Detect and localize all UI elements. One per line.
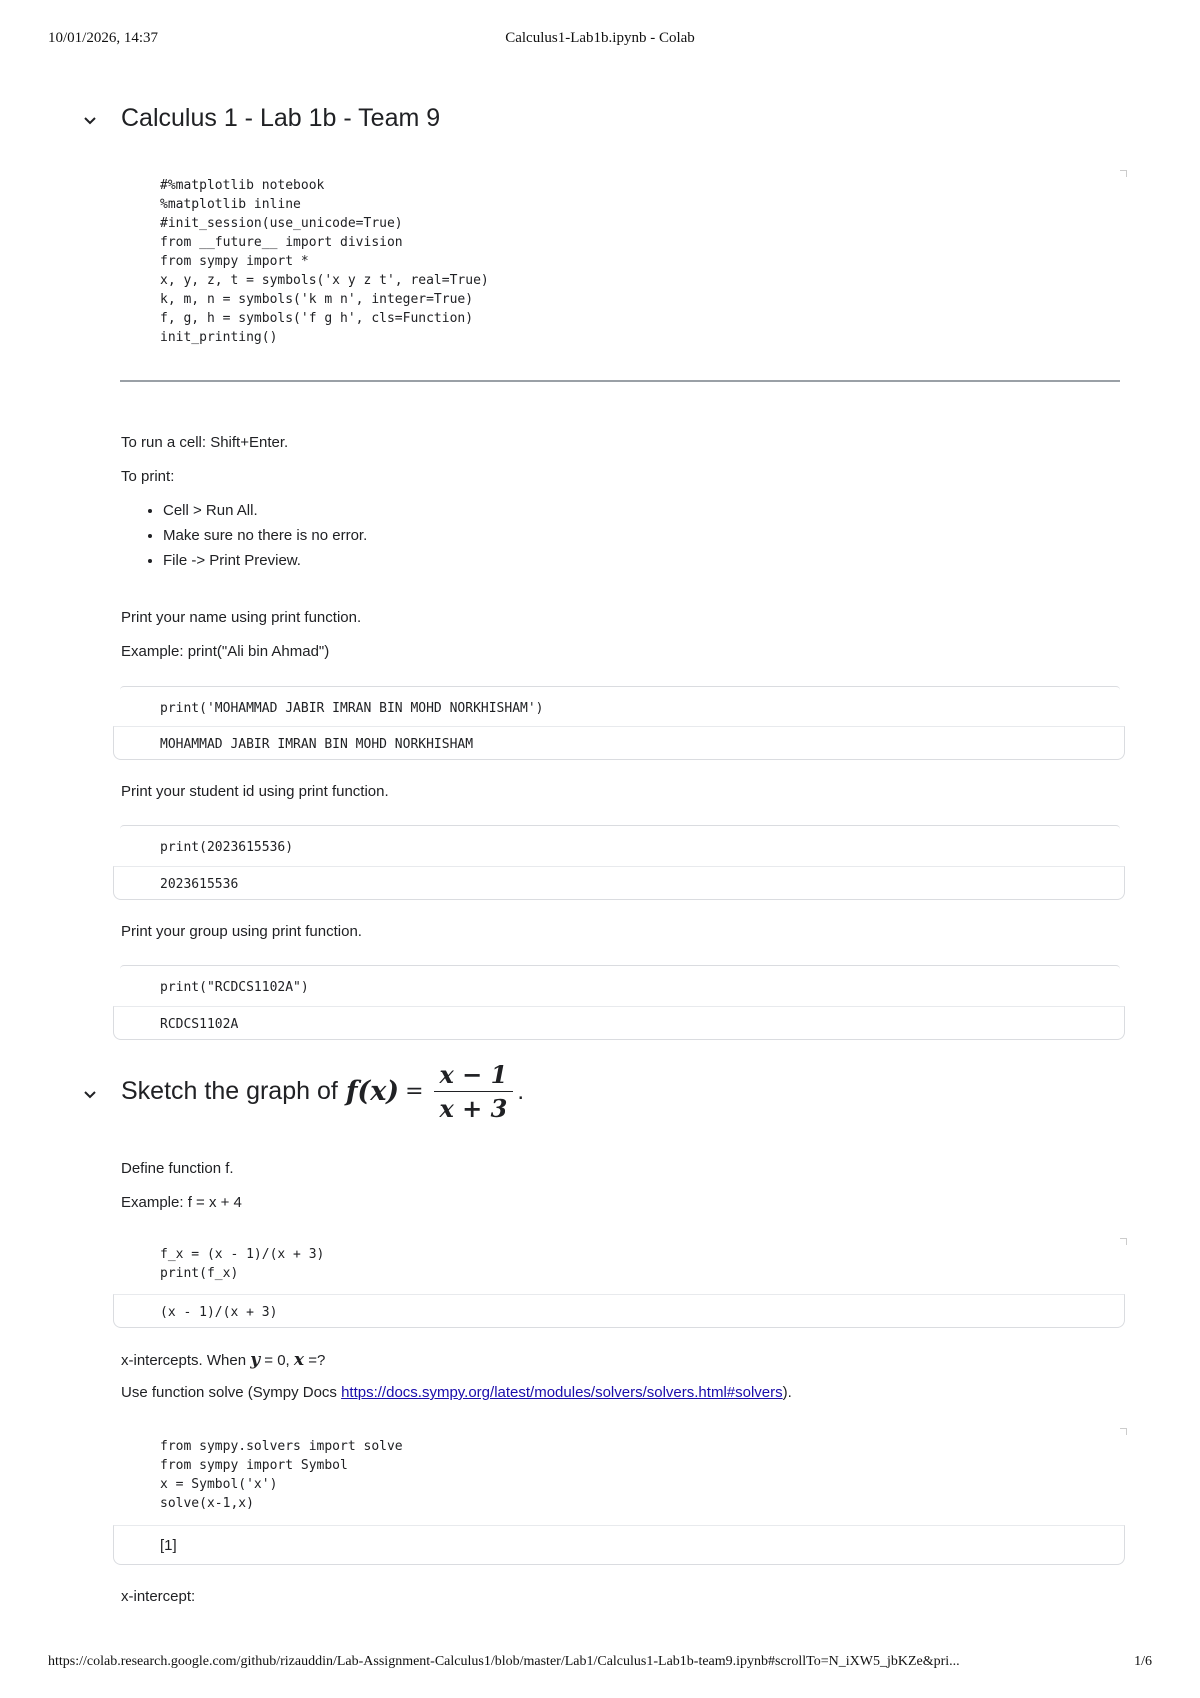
period: . <box>517 1077 525 1105</box>
student-id-output <box>113 866 1125 900</box>
group-code[interactable]: print("RCDCS1102A") <box>160 980 309 995</box>
group-instruction: Print your group using print function. <box>121 923 362 940</box>
name-instruction: Print your name using print function. <box>121 609 362 626</box>
x-intercept-label: x-intercept: <box>121 1588 196 1605</box>
name-output-text: MOHAMMAD JABIR IMRAN BIN MOHD NORKHISHAM <box>160 737 474 752</box>
x-variable: x <box>293 1350 305 1370</box>
list-item: • Cell > Run All. <box>163 502 367 519</box>
solve-code[interactable]: from sympy.solvers import solve from sympy import Symbol x = Symbol('x') solve(x-1,x) <box>160 1439 403 1511</box>
print-url: https://colab.research.google.com/github/rizauddin/Lab-Assignment-Calculus1/blob/master/Lab1/Calculus1-Lab1b-team9.ipynb#scrollTo=N_iXW5_jbKZe&pri... <box>48 1654 960 1669</box>
student-id-code-cell[interactable] <box>120 825 1120 857</box>
group-code-cell[interactable] <box>120 965 1120 997</box>
x-intercepts-suffix: =? <box>308 1352 326 1369</box>
section-title-sketch-graph <box>121 1060 524 1123</box>
group-output <box>113 1006 1125 1040</box>
setup-code-cell[interactable] <box>120 176 1120 347</box>
solve-output-text: [1] <box>160 1537 177 1554</box>
y-variable: y <box>250 1350 261 1370</box>
horizontal-divider <box>120 380 1120 382</box>
group-output-text: RCDCS1102A <box>160 1017 239 1032</box>
define-function-instruction: Define function f. <box>121 1160 234 1177</box>
solve-code-cell[interactable] <box>120 1437 1120 1513</box>
cell-corner-marker <box>1120 1428 1127 1435</box>
collapse-section-chevron-icon[interactable] <box>80 110 100 130</box>
print-date: 10/01/2026, 14:37 <box>48 30 159 46</box>
name-code-cell[interactable] <box>120 686 1120 718</box>
fraction <box>434 1060 514 1123</box>
cell-corner-marker <box>1120 170 1127 177</box>
use-solve-suffix: ). <box>782 1384 792 1401</box>
define-function-code-cell[interactable] <box>120 1245 1120 1283</box>
fraction-denominator: x + 3 <box>439 1094 508 1123</box>
x-intercepts-middle: = 0, <box>264 1352 290 1369</box>
section-title-calculus: Calculus 1 - Lab 1b - Team 9 <box>121 104 441 132</box>
function-symbol: f(x) <box>345 1076 400 1107</box>
name-example: Example: print("Ali bin Ahmad") <box>121 643 330 660</box>
list-item: • Make sure no there is no error. <box>163 527 367 544</box>
student-id-instruction: Print your student id using print function. <box>121 783 389 800</box>
run-cell-instruction: To run a cell: Shift+Enter. <box>121 434 289 451</box>
fraction-numerator: x − 1 <box>434 1060 514 1092</box>
student-id-code[interactable]: print(2023615536) <box>160 840 294 855</box>
print-title: Calculus1-Lab1b.ipynb - Colab <box>505 30 695 46</box>
collapse-section-chevron-icon[interactable] <box>80 1084 100 1104</box>
x-intercepts-heading <box>121 1350 325 1370</box>
list-item: • File -> Print Preview. <box>163 552 367 569</box>
cell-corner-marker <box>1120 1238 1127 1245</box>
to-print-label: To print: <box>121 468 175 485</box>
sketch-graph-prefix: Sketch the graph of <box>121 1077 338 1105</box>
x-intercepts-prefix: x-intercepts. When <box>121 1352 247 1369</box>
define-function-output-text: (x - 1)/(x + 3) <box>160 1305 278 1320</box>
define-function-output <box>113 1294 1125 1328</box>
page-number: 1/6 <box>1134 1654 1152 1669</box>
print-footer <box>48 1654 1152 1674</box>
solve-output <box>113 1525 1125 1565</box>
equals-sign: = <box>405 1079 424 1104</box>
define-function-example: Example: f = x + 4 <box>121 1194 242 1211</box>
name-code[interactable]: print('MOHAMMAD JABIR IMRAN BIN MOHD NORKHISHAM') <box>160 701 544 716</box>
print-steps-list <box>121 502 367 577</box>
use-solve-instruction <box>121 1384 792 1401</box>
use-solve-prefix: Use function solve (Sympy Docs <box>121 1384 342 1401</box>
sympy-docs-link[interactable]: https://docs.sympy.org/latest/modules/solvers/solvers.html#solvers <box>341 1384 783 1401</box>
student-id-output-text: 2023615536 <box>160 877 239 892</box>
name-output <box>113 726 1125 760</box>
print-header <box>48 30 1152 50</box>
define-function-code[interactable]: f_x = (x - 1)/(x + 3) print(f_x) <box>160 1247 325 1281</box>
setup-code[interactable]: #%matplotlib notebook %matplotlib inline #init_session(use_unicode=True) from __future__ import division from sympy import * x, y, z, t = symbols('x y z t', real=True) k, m, n = symbols('k m n', integer=True) f, g, h = symbols('f g h', cls=Function) init_printing() <box>160 178 489 345</box>
